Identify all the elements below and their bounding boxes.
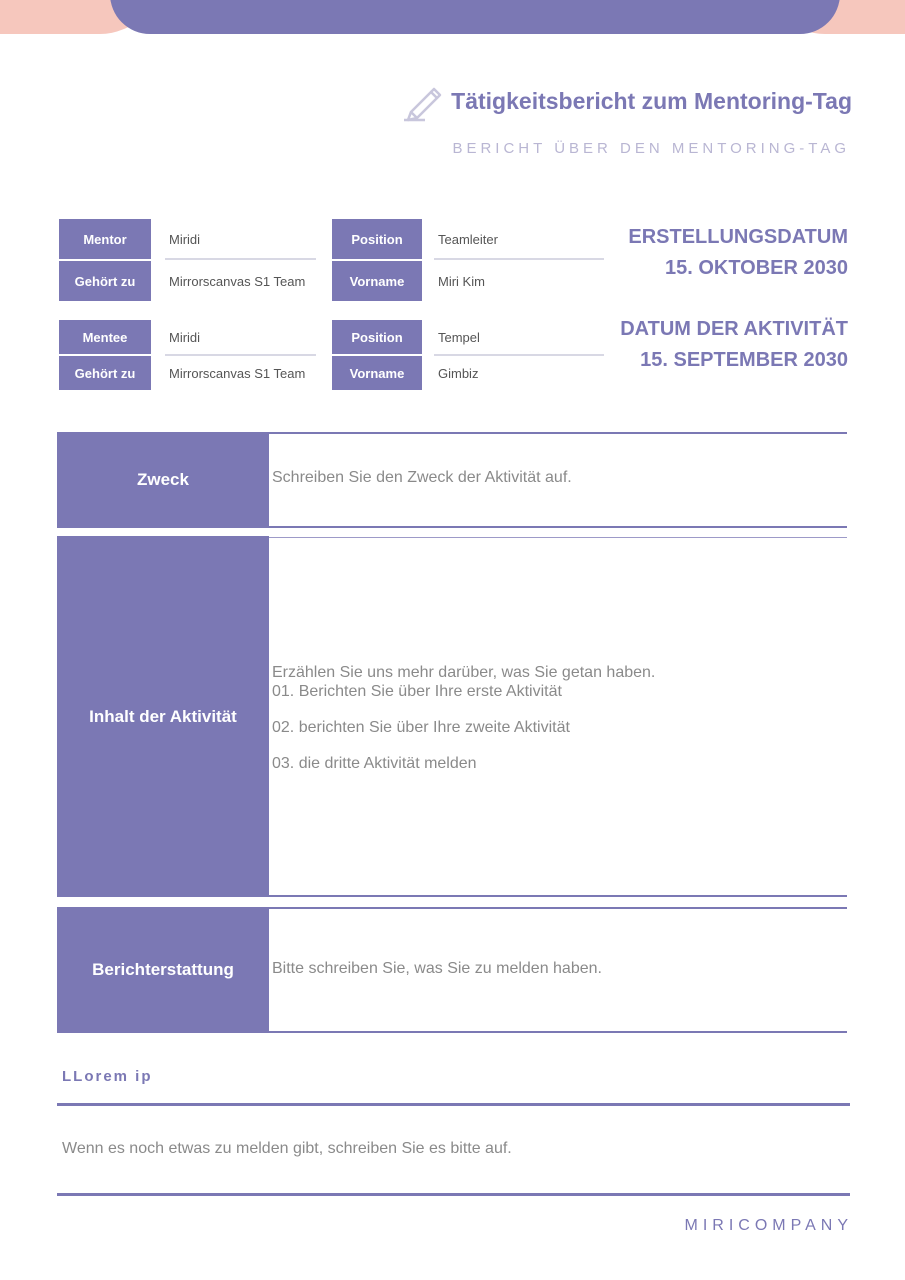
mentee-belongs-label: Gehört zu	[59, 356, 151, 390]
mentee-value: Miridi	[169, 329, 201, 345]
mentee-label: Mentee	[59, 320, 151, 354]
divider	[57, 1193, 850, 1196]
divider	[269, 1031, 847, 1033]
pencil-icon	[401, 80, 443, 122]
top-decoration	[0, 0, 905, 34]
activity-intro: Erzählen Sie uns mehr darüber, was Sie getan haben.	[272, 664, 656, 681]
creation-date-block	[628, 222, 848, 284]
mentor-position-label: Position	[332, 219, 422, 259]
notes-text: Wenn es noch etwas zu melden gibt, schreiben Sie es bitte auf.	[62, 1140, 512, 1157]
activity-item: 02. berichten Sie über Ihre zweite Aktivität	[272, 719, 570, 736]
mentee-firstname-label: Vorname	[332, 356, 422, 390]
activity-content-text	[272, 663, 655, 773]
activity-content-label: Inhalt der Aktivität	[57, 536, 269, 897]
report-text: Bitte schreiben Sie, was Sie zu melden haben.	[272, 960, 602, 977]
mentor-firstname-value: Miri Kim	[438, 273, 485, 289]
mentor-belongs-label: Gehört zu	[59, 261, 151, 301]
divider	[269, 432, 847, 434]
divider	[57, 1103, 850, 1106]
activity-item: 01. Berichten Sie über Ihre erste Aktivität	[272, 683, 562, 700]
title-row	[401, 80, 852, 122]
mentor-belongs-value: Mirrorscanvas S1 Team	[169, 273, 306, 289]
mentor-position-value: Teamleiter	[438, 231, 498, 247]
page-title: Tätigkeitsbericht zum Mentoring-Tag	[451, 87, 852, 114]
mentee-position-value: Tempel	[438, 329, 480, 345]
purpose-label: Zweck	[57, 432, 269, 528]
divider	[269, 907, 847, 909]
notes-heading: LLorem ip	[62, 1068, 153, 1085]
purpose-text: Schreiben Sie den Zweck der Aktivität auf.	[272, 469, 572, 486]
activity-item: 03. die dritte Aktivität melden	[272, 755, 477, 772]
divider	[269, 537, 847, 538]
divider	[165, 258, 316, 260]
report-label: Berichterstattung	[57, 907, 269, 1033]
activity-date-value: 15. SEPTEMBER 2030	[640, 349, 848, 371]
activity-date-label: DATUM DER AKTIVITÄT	[620, 318, 848, 340]
mentor-label: Mentor	[59, 219, 151, 259]
creation-date-label: ERSTELLUNGSDATUM	[628, 226, 848, 248]
purple-header-band	[110, 0, 840, 34]
page-subtitle: BERICHT ÜBER DEN MENTORING-TAG	[452, 140, 850, 157]
mentee-firstname-value: Gimbiz	[438, 365, 479, 381]
activity-date-block	[620, 314, 848, 376]
mentor-value: Miridi	[169, 231, 201, 247]
mentor-firstname-label: Vorname	[332, 261, 422, 301]
divider	[434, 258, 604, 260]
mentee-position-label: Position	[332, 320, 422, 354]
company-name: MIRICOMPANY	[684, 1217, 853, 1234]
divider	[269, 526, 847, 528]
creation-date-value: 15. OKTOBER 2030	[664, 257, 848, 279]
divider	[269, 895, 847, 897]
mentee-belongs-value: Mirrorscanvas S1 Team	[169, 365, 306, 381]
